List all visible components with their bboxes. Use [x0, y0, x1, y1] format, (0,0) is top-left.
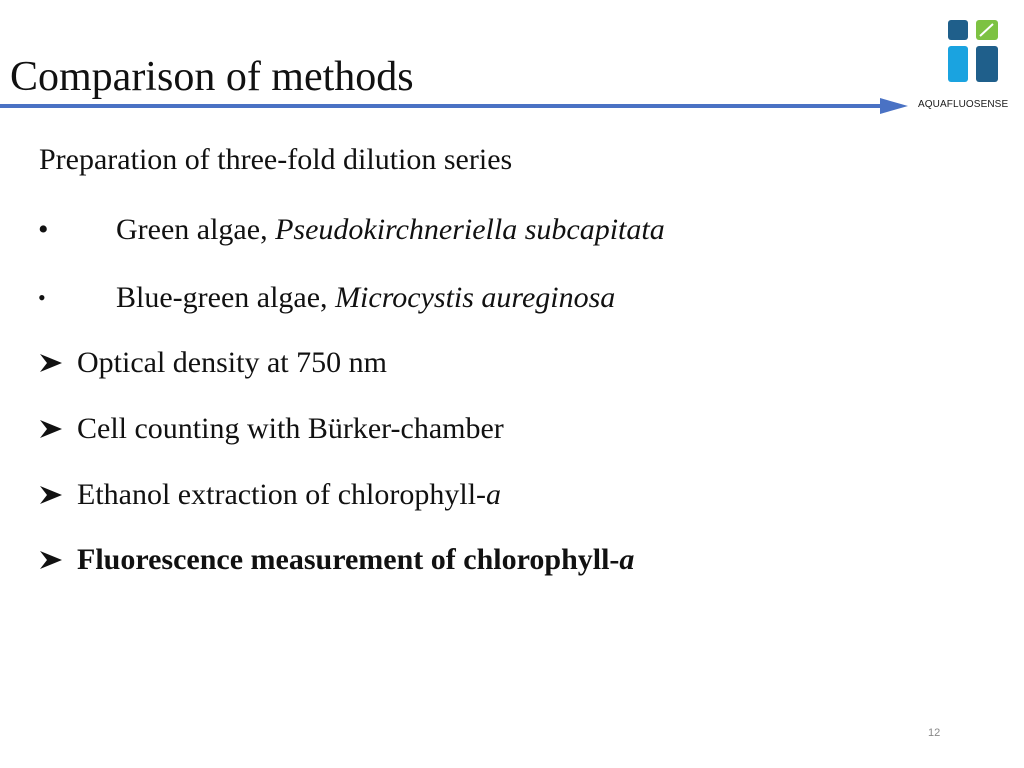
intro-text: Preparation of three-fold dilution series — [39, 143, 513, 176]
brand-name: AQUAFLUOSENSE — [918, 99, 1009, 110]
aquafluosense-logo-icon — [948, 20, 1000, 84]
bullet-dot-icon: • — [38, 285, 46, 310]
bullet-text: Green algae, Pseudokirchneriella subcapitata — [116, 213, 665, 246]
chevron-arrow-bullet-icon — [40, 354, 62, 372]
chevron-arrow-bullet-icon — [40, 420, 62, 438]
chevron-arrow-bullet-icon — [40, 486, 62, 504]
page-number: 12 — [928, 727, 941, 739]
title-underline-arrow — [0, 96, 910, 118]
bullet-text: Blue-green algae, Microcystis aureginosa — [116, 281, 616, 314]
chevron-arrow-bullet-icon — [40, 551, 62, 569]
method-text-highlighted: Fluorescence measurement of chlorophyll-a — [77, 543, 635, 576]
slide-title: Comparison of methods — [10, 54, 414, 100]
method-text: Cell counting with Bürker-chamber — [77, 412, 504, 445]
bullet-dot-icon: • — [38, 213, 49, 246]
method-text: Optical density at 750 nm — [77, 346, 387, 379]
method-text: Ethanol extraction of chlorophyll-a — [77, 478, 502, 511]
